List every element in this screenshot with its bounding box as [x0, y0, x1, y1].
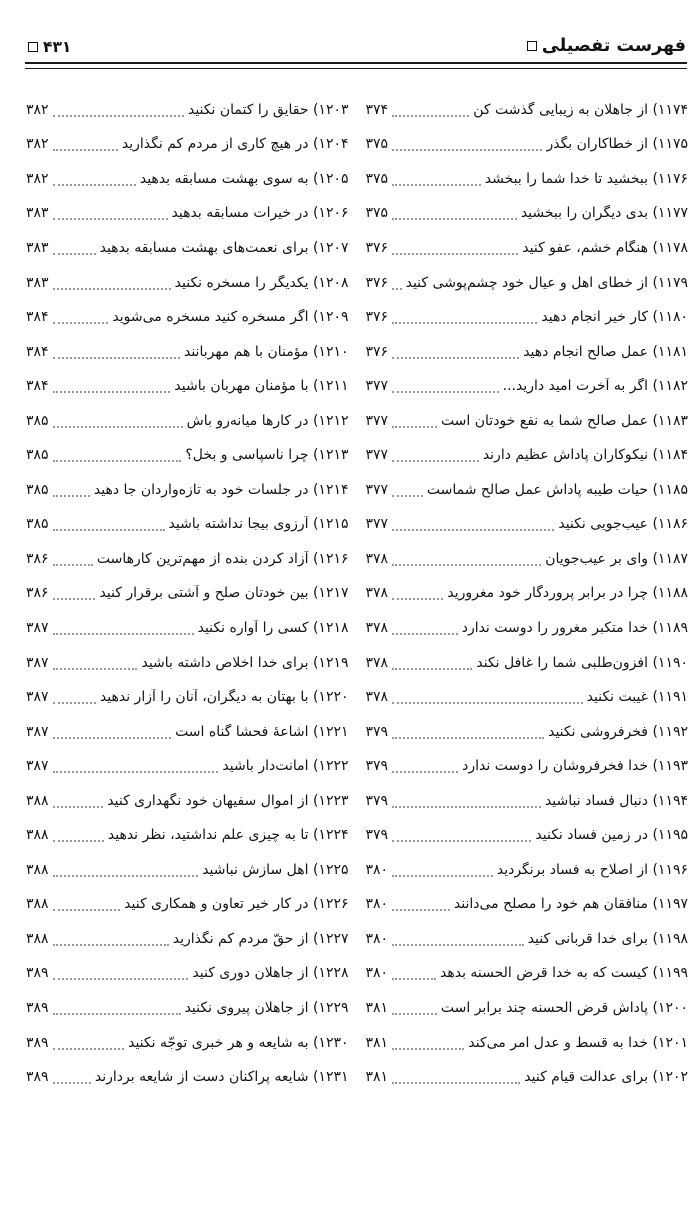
dot-leader [392, 322, 537, 324]
toc-entry [366, 369, 689, 404]
entry-title: ۱۲۲۵) اهل سازش نباشید [202, 861, 349, 878]
dot-leader [392, 875, 493, 877]
dot-leader [392, 564, 541, 566]
entry-title: ۱۲۰۴) در هیچ کاری از مردم کم نگذارید [121, 136, 349, 153]
entry-title: ۱۲۱۸) کسی را آواره نکنید [197, 619, 349, 636]
toc-entry [366, 818, 689, 853]
toc-entry [366, 680, 689, 715]
entry-page-number: ۳۸۱ [365, 1069, 389, 1086]
entry-title: ۱۲۱۴) در جلسات خود به تازه‌واردان جا دهید [93, 481, 349, 498]
entry-page-number: ۳۸۳ [26, 239, 49, 256]
entry-page-number: ۳۸۸ [26, 896, 49, 913]
entry-title: ۱۱۷۹) از خطای اهل و عیال خود چشم‌پوشی کنید [405, 274, 688, 291]
entry-title: ۱۲۲۷) از حقّ مردم کم نگذارید [172, 930, 349, 947]
toc-entry [26, 956, 349, 991]
toc-entry [366, 507, 689, 542]
dot-leader [392, 115, 469, 117]
toc-entry [26, 369, 349, 404]
dot-leader [392, 426, 437, 428]
entry-title: ۱۲۲۱) اشاعهٔ فحشا گناه است [175, 723, 349, 740]
dot-leader [53, 771, 219, 773]
entry-title: ۱۱۸۴) نیکوکاران پاداش عظیم دارند [482, 447, 688, 464]
entry-page-number: ۳۸۳ [26, 205, 49, 222]
toc-entry [366, 922, 689, 957]
dot-leader [53, 218, 168, 220]
dot-leader [53, 149, 118, 151]
entry-page-number: ۳۷۶ [365, 274, 389, 291]
toc-entry [366, 749, 689, 784]
toc-entry [366, 438, 689, 473]
toc-entry [26, 645, 349, 680]
toc-entry [26, 991, 349, 1026]
entry-title: ۱۲۲۴) تا به چیزی علم نداشتید، نظر ندهید [107, 827, 349, 844]
dot-leader [53, 322, 109, 324]
toc-entry [26, 1025, 349, 1060]
toc-entry [26, 300, 349, 335]
entry-page-number: ۳۸۶ [26, 550, 49, 567]
entry-title: ۱۱۹۸) برای خدا قربانی کنید [527, 930, 688, 947]
entry-page-number: ۳۷۸ [365, 550, 389, 567]
toc-entry [26, 714, 349, 749]
entry-page-number: ۳۷۹ [365, 758, 389, 775]
entry-page-number: ۳۸۱ [365, 1034, 389, 1051]
toc-columns [0, 69, 700, 1095]
entry-page-number: ۳۷۹ [365, 723, 389, 740]
dot-leader [53, 115, 184, 117]
toc-entry [366, 887, 689, 922]
dot-leader [53, 391, 171, 393]
toc-entry [366, 473, 689, 508]
entry-title: ۱۲۰۱) خدا به قسط و عدل امر می‌کند [468, 1034, 688, 1051]
dot-leader [53, 978, 189, 980]
entry-title: ۱۲۲۲) امانت‌دار باشید [222, 758, 349, 775]
entry-page-number: ۳۸۹ [26, 999, 49, 1016]
entry-title: ۱۲۱۵) آرزوی بیجا نداشته باشید [168, 516, 349, 533]
dot-leader [392, 253, 518, 255]
header-title-block [527, 36, 686, 56]
entry-page-number: ۳۸۸ [26, 792, 49, 809]
entry-page-number: ۳۸۹ [26, 965, 49, 982]
toc-entry [26, 749, 349, 784]
entry-title: ۱۱۹۴) دنبال فساد نباشید [544, 792, 688, 809]
toc-entry [366, 403, 689, 438]
entry-page-number: ۳۸۲ [26, 170, 49, 187]
entry-page-number: ۳۷۷ [365, 412, 389, 429]
toc-entry [26, 127, 349, 162]
entry-page-number: ۳۸۴ [26, 343, 49, 360]
entry-page-number: ۳۷۸ [365, 619, 389, 636]
entry-title: ۱۲۱۰) مؤمنان با هم مهربانند [183, 343, 349, 360]
dot-leader [53, 460, 182, 462]
dot-leader [392, 737, 544, 739]
toc-entry [26, 576, 349, 611]
header-pagenum-block [28, 38, 71, 56]
entry-title: ۱۲۳۰) به شایعه و هر خبری توجّه نکنید [128, 1034, 349, 1051]
dot-leader [392, 1082, 520, 1084]
page-title: فهرست تفصیلی [541, 36, 686, 56]
entry-title: ۱۲۳۱) شایعه پراکنان دست از شایعه بردارند [94, 1069, 349, 1086]
toc-entry [366, 231, 689, 266]
entry-page-number: ۳۸۳ [26, 274, 49, 291]
dot-leader [53, 426, 183, 428]
entry-title: ۱۲۱۷) بین خودتان صلح و آشتی برقرار کنید [99, 585, 349, 602]
toc-entry [26, 507, 349, 542]
entry-page-number: ۳۸۵ [26, 412, 49, 429]
entry-title: ۱۲۱۹) برای خدا اخلاص داشته باشید [141, 654, 349, 671]
dot-leader [392, 702, 583, 704]
entry-page-number: ۳۷۷ [365, 447, 389, 464]
entry-page-number: ۳۸۴ [26, 378, 49, 395]
entry-title: ۱۱۸۰) کار خیر انجام دهید [541, 309, 688, 326]
toc-entry [366, 714, 689, 749]
dot-leader [53, 495, 90, 497]
entry-title: ۱۱۷۵) از خطاکاران بگذر [546, 136, 688, 153]
toc-entry [366, 127, 689, 162]
dot-leader [53, 944, 169, 946]
dot-leader [53, 633, 194, 635]
dot-leader [392, 1013, 437, 1015]
entry-title: ۱۲۲۸) از جاهلان دوری کنید [192, 965, 349, 982]
entry-title: ۱۱۹۲) فخرفروشی نکنید [548, 723, 688, 740]
toc-entry [366, 334, 689, 369]
toc-entry [366, 265, 689, 300]
entry-title: ۱۱۹۹) کیست که به خدا قرض الحسنه بدهد [439, 965, 688, 982]
entry-page-number: ۳۸۹ [26, 1069, 49, 1086]
entry-page-number: ۳۸۸ [26, 861, 49, 878]
entry-page-number: ۳۸۰ [365, 930, 389, 947]
dot-leader [53, 184, 136, 186]
entry-page-number: ۳۷۶ [365, 309, 389, 326]
dot-leader [392, 633, 458, 635]
toc-entry [366, 1060, 689, 1095]
entry-page-number: ۳۸۴ [26, 309, 49, 326]
dot-leader [53, 564, 93, 566]
entry-page-number: ۳۸۰ [365, 861, 389, 878]
dot-leader [53, 598, 96, 600]
entry-page-number: ۳۷۹ [365, 792, 389, 809]
entry-title: ۱۲۲۶) در کار خیر تعاون و همکاری کنید [124, 896, 349, 913]
dot-leader [53, 253, 96, 255]
toc-entry [366, 991, 689, 1026]
entry-page-number: ۳۷۸ [365, 689, 389, 706]
entry-page-number: ۳۸۷ [26, 758, 49, 775]
entry-title: ۱۱۸۳) عمل صالح شما به نفع خودتان است [440, 412, 688, 429]
entry-title: ۱۱۹۰) افزون‌طلبی شما را غافل نکند [476, 654, 688, 671]
dot-leader [392, 460, 479, 462]
entry-page-number: ۳۸۷ [26, 654, 49, 671]
entry-title: ۱۲۰۶) در خیرات مسابقه بدهید [171, 205, 349, 222]
dot-leader [53, 288, 171, 290]
dot-leader [392, 391, 499, 393]
entry-page-number: ۳۸۸ [26, 827, 49, 844]
dot-leader [392, 598, 443, 600]
entry-title: ۱۱۸۱) عمل صالح انجام دهید [523, 343, 688, 360]
dot-leader [53, 1013, 181, 1015]
entry-title: ۱۱۷۴) از جاهلان به زیبایی گذشت کن [473, 101, 688, 118]
toc-entry [26, 853, 349, 888]
dot-leader [392, 806, 541, 808]
toc-entry [26, 334, 349, 369]
entry-title: ۱۱۸۲) اگر به آخرت امید دارید... [502, 378, 688, 395]
entry-title: ۱۱۹۷) منافقان هم خود را مصلح می‌دانند [453, 896, 688, 913]
entry-title: ۱۲۰۹) اگر مسخره کنید مسخره می‌شوید [112, 309, 349, 326]
entry-title: ۱۲۱۱) با مؤمنان مهربان باشید [174, 378, 349, 395]
toc-entry [366, 576, 689, 611]
square-bullet-icon [28, 42, 38, 52]
toc-entry [26, 162, 349, 197]
entry-page-number: ۳۷۷ [365, 516, 389, 533]
entry-page-number: ۳۸۶ [26, 585, 49, 602]
dot-leader [53, 668, 138, 670]
entry-title: ۱۲۰۳) حقایق را کتمان نکنید [187, 101, 349, 118]
dot-leader [392, 771, 458, 773]
entry-page-number: ۳۸۵ [26, 481, 49, 498]
dot-leader [53, 737, 172, 739]
entry-page-number: ۳۷۹ [365, 827, 389, 844]
toc-entry [366, 853, 689, 888]
toc-entry [366, 162, 689, 197]
entry-title: ۱۲۲۹) از جاهلان پیروی نکنید [184, 999, 349, 1016]
dot-leader [392, 529, 554, 531]
entry-page-number: ۳۷۷ [365, 481, 389, 498]
entry-page-number: ۳۷۷ [365, 378, 389, 395]
entry-title: ۱۱۷۸) هنگام خشم، عفو کنید [522, 239, 688, 256]
page-header [0, 0, 700, 61]
toc-entry [366, 611, 689, 646]
toc-entry [26, 438, 349, 473]
toc-entry [26, 611, 349, 646]
toc-entry [26, 818, 349, 853]
entry-title: ۱۱۸۶) عیب‌جویی نکنید [558, 516, 688, 533]
dot-leader [392, 668, 472, 670]
entry-page-number: ۳۷۵ [365, 136, 389, 153]
square-bullet-icon [527, 41, 537, 51]
toc-entry [26, 922, 349, 957]
toc-entry [26, 473, 349, 508]
entry-page-number: ۳۸۰ [365, 965, 389, 982]
entry-page-number: ۳۷۸ [365, 654, 389, 671]
toc-entry [26, 887, 349, 922]
entry-page-number: ۳۷۵ [365, 205, 389, 222]
toc-entry [366, 956, 689, 991]
entry-title: ۱۲۱۳) چرا ناسپاسی و بخل؟ [185, 447, 349, 464]
dot-leader [53, 702, 96, 704]
dot-leader [392, 944, 524, 946]
entry-title: ۱۱۹۳) خدا فخرفروشان را دوست ندارد [462, 758, 688, 775]
dot-leader [392, 978, 436, 980]
toc-entry [26, 196, 349, 231]
entry-title: ۱۲۱۲) در کارها میانه‌رو باش [186, 412, 349, 429]
entry-title: ۱۲۰۸) یکدیگر را مسخره نکنید [174, 274, 349, 291]
dot-leader [392, 495, 423, 497]
toc-entry [366, 1025, 689, 1060]
entry-title: ۱۱۹۵) در زمین فساد نکنید [535, 827, 688, 844]
entry-title: ۱۱۹۱) غیبت نکنید [586, 689, 688, 706]
entry-page-number: ۳۸۲ [26, 136, 49, 153]
dot-leader [392, 184, 481, 186]
toc-entry [366, 93, 689, 128]
entry-title: ۱۲۰۰) پاداش قرض الحسنه چند برابر است [440, 999, 688, 1016]
entry-page-number: ۳۷۶ [365, 239, 389, 256]
entry-title: ۱۱۹۶) از اصلاح به فساد برنگردید [496, 861, 688, 878]
entry-title: ۱۱۸۷) وای بر عیب‌جویان [545, 550, 688, 567]
dot-leader [53, 357, 180, 359]
entry-page-number: ۳۸۵ [26, 447, 49, 464]
dot-leader [53, 875, 199, 877]
entry-title: ۱۲۲۳) از اموال سفیهان خود نگهداری کنید [107, 792, 349, 809]
entry-page-number: ۳۸۵ [26, 516, 49, 533]
entry-title: ۱۲۰۵) به سوی بهشت مسابقه بدهید [139, 170, 349, 187]
toc-entry [26, 403, 349, 438]
toc-entry [366, 645, 689, 680]
toc-entry [26, 231, 349, 266]
toc-column-right [366, 93, 689, 1095]
entry-title: ۱۱۸۵) حیات طیبه پاداش عمل صالح شماست [426, 481, 688, 498]
toc-entry [366, 542, 689, 577]
dot-leader [392, 840, 531, 842]
entry-page-number: ۳۸۸ [26, 930, 49, 947]
entry-title: ۱۱۷۷) بدی دیگران را ببخشید [520, 205, 688, 222]
dot-leader [53, 806, 104, 808]
toc-entry [366, 196, 689, 231]
toc-entry [26, 680, 349, 715]
entry-title: ۱۱۸۹) خدا متکبر مغرور را دوست ندارد [461, 619, 688, 636]
entry-title: ۱۲۰۲) برای عدالت قیام کنید [524, 1069, 688, 1086]
entry-page-number: ۳۸۹ [26, 1034, 49, 1051]
toc-entry [26, 1060, 349, 1095]
entry-page-number: ۳۸۷ [26, 723, 49, 740]
entry-page-number: ۳۸۱ [365, 999, 389, 1016]
entry-title: ۱۲۱۶) آزاد کردن بنده از مهم‌ترین کارهاست [96, 550, 349, 567]
dot-leader [53, 529, 165, 531]
toc-entry [26, 542, 349, 577]
dot-leader [392, 288, 402, 290]
toc-column-left [26, 93, 349, 1095]
entry-title: ۱۲۲۰) با بهتان به دیگران، آنان را آزار ندهید [99, 689, 349, 706]
dot-leader [392, 218, 517, 220]
entry-title: ۱۲۰۷) برای نعمت‌های بهشت مسابقه بدهید [99, 239, 349, 256]
dot-leader [392, 909, 450, 911]
dot-leader [392, 149, 542, 151]
toc-entry [26, 265, 349, 300]
entry-page-number: ۳۸۲ [26, 101, 49, 118]
entry-page-number: ۳۷۶ [365, 343, 389, 360]
dot-leader [53, 1082, 91, 1084]
entry-title: ۱۱۸۸) چرا در برابر پروردگار خود مغرورید [447, 585, 688, 602]
toc-entry [26, 93, 349, 128]
toc-entry [26, 783, 349, 818]
dot-leader [392, 357, 519, 359]
dot-leader [392, 1048, 464, 1050]
entry-page-number: ۳۷۴ [365, 101, 389, 118]
dot-leader [53, 909, 121, 911]
entry-page-number: ۳۸۷ [26, 689, 49, 706]
dot-leader [53, 840, 104, 842]
toc-entry [366, 300, 689, 335]
dot-leader [53, 1048, 125, 1050]
entry-page-number: ۳۸۷ [26, 619, 49, 636]
entry-page-number: ۳۷۵ [365, 170, 389, 187]
entry-title: ۱۱۷۶) ببخشید تا خدا شما را ببخشد [484, 170, 688, 187]
toc-entry [366, 783, 689, 818]
entry-page-number: ۳۷۸ [365, 585, 389, 602]
entry-page-number: ۳۸۰ [365, 896, 389, 913]
page-number: ۴۳۱ [43, 38, 72, 56]
